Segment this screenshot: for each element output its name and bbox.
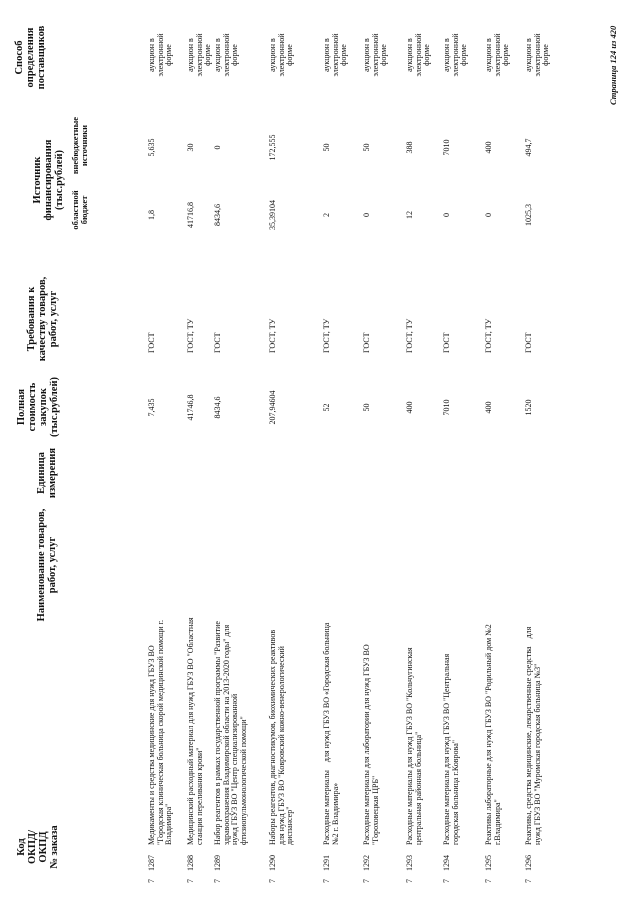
funding-regional: 35,39104 — [268, 200, 277, 230]
funding-regional: 0 — [362, 213, 371, 217]
order-number: 1288 — [186, 855, 195, 871]
full-cost: 50 — [362, 403, 371, 412]
item-name-line: городская больница г.Коврова" — [450, 739, 460, 845]
header-code — [16, 807, 60, 887]
quality-requirements: ГОСТ, ТУ — [405, 318, 414, 353]
item-name-line: Расходные материалы для нужд ГБУЗ ВО "Кольчугинская — [405, 647, 414, 845]
procurement-method-line: форме — [422, 44, 432, 66]
order-number: 1287 — [147, 855, 156, 871]
funding-regional: 1,8 — [147, 210, 156, 220]
procurement-method — [363, 20, 389, 90]
header-name-line: Наименование товаров, — [36, 508, 47, 622]
header-funding-regional-line: областной — [70, 190, 80, 230]
header-method-line: Способ — [14, 40, 25, 75]
header-requirements-line: Требования к — [26, 286, 37, 352]
full-cost: 8434,6 — [213, 396, 222, 419]
okpd-code: 7 — [213, 879, 222, 883]
header-cost — [16, 367, 60, 447]
quality-requirements: ГОСТ — [442, 332, 451, 353]
item-name-line: Реактивы лабораторные для нужд ГБУЗ ВО "Родильный дом №2 — [484, 624, 493, 845]
header-funding-line: Источник — [32, 156, 43, 204]
order-number: 1292 — [362, 855, 371, 871]
item-name — [148, 515, 174, 845]
procurement-method-line: аукцион в — [147, 38, 156, 72]
header-funding-line: финансирования — [43, 139, 54, 221]
procurement-method — [485, 20, 511, 90]
funding-regional: 2 — [322, 213, 331, 217]
funding-regional: 12 — [405, 211, 414, 219]
quality-requirements: ГОСТ — [524, 332, 533, 353]
procurement-method — [525, 20, 551, 90]
okpd-code: 7 — [268, 879, 277, 883]
funding-regional: 1025,3 — [524, 204, 533, 226]
procurement-method — [214, 20, 240, 90]
procurement-method-line: аукцион в — [524, 38, 533, 72]
procurement-method-line: аукцион в — [442, 38, 451, 72]
procurement-method-line: форме — [459, 44, 469, 66]
procurement-method-line: электронной — [276, 33, 286, 77]
procurement-method-line: электронной — [221, 33, 231, 77]
funding-extra: 7010 — [442, 139, 451, 156]
funding-regional: 0 — [484, 213, 493, 217]
procurement-method-line: электронной — [370, 33, 380, 77]
quality-requirements: ГОСТ — [147, 332, 156, 353]
full-cost: 7010 — [442, 399, 451, 416]
procurement-method-line: электронной — [532, 33, 542, 77]
header-funding-regional-line: бюджет — [79, 195, 89, 225]
procurement-method-line: аукцион в — [213, 38, 222, 72]
header-code-line: № заказа — [49, 825, 60, 869]
full-cost: 7,435 — [147, 398, 156, 417]
header-method-line: определения — [25, 27, 36, 88]
procurement-method-line: форме — [230, 44, 240, 66]
item-name-line: центральная районная больница" — [413, 731, 423, 845]
item-name-line: Набор реагентов в рамках государственной программы "Развитие — [213, 621, 222, 845]
full-cost: 400 — [484, 401, 493, 414]
item-name-line: здравоохранения Владимирской области на 2013-2020 годы" для — [221, 624, 231, 845]
funding-extra: 50 — [322, 143, 331, 152]
header-funding-line: (тыс.рублей) — [54, 149, 65, 211]
funding-extra: 172,555 — [268, 134, 277, 161]
order-number: 1296 — [524, 855, 533, 871]
funding-extra: 0 — [213, 145, 222, 150]
item-name-line: станция переливания крови" — [194, 747, 204, 845]
header-cost-line: Полная — [16, 388, 27, 426]
procurement-method-line: аукцион в — [405, 38, 414, 72]
header-funding-extra-line: источники — [79, 124, 89, 167]
procurement-method — [323, 20, 349, 90]
item-name-line: "Гороховецкая ЦРБ" — [370, 775, 380, 845]
header-funding-extra-line: внебюджетные — [70, 116, 80, 175]
funding-extra: 30 — [186, 143, 195, 152]
procurement-method-line: форме — [379, 44, 389, 66]
item-name — [323, 515, 340, 845]
header-cost-line: (тыс.рублей) — [49, 376, 60, 438]
item-name — [269, 515, 295, 845]
header-funding-extra — [71, 108, 89, 183]
header-method-line: поставщиков — [36, 25, 47, 90]
procurement-method-line: электронной — [413, 33, 423, 77]
okpd-code: 7 — [322, 879, 331, 883]
order-number: 1294 — [442, 855, 451, 871]
item-name-line: фтизиопульмонологической помощи" — [238, 716, 248, 845]
order-number: 1290 — [268, 855, 277, 871]
item-name — [363, 515, 380, 845]
quality-requirements: ГОСТ, ТУ — [268, 318, 277, 353]
header-requirements-line: работ, услуг — [48, 290, 59, 348]
item-name — [214, 515, 248, 845]
item-name-line: Расходные материалы для нужд ГБУЗ ВО "Центральная — [442, 653, 451, 845]
procurement-method-line: электронной — [330, 33, 340, 77]
procurement-method-line: форме — [501, 44, 511, 66]
header-code-line: Код — [16, 838, 27, 856]
item-name-line: "Городская клиническая больница скорой медицинской помощи г. — [155, 620, 165, 845]
procurement-method-line: форме — [541, 44, 551, 66]
item-name-line: для нужд ГБУЗ ВО "Ковровский кожно-венерологический — [276, 646, 286, 845]
funding-extra: 400 — [484, 141, 493, 154]
item-name — [485, 515, 502, 845]
header-funding-regional — [71, 180, 89, 240]
procurement-method — [443, 20, 469, 90]
item-name-line: Расходные материалы для нужд ГБУЗ ВО «Городская больница — [322, 622, 331, 845]
procurement-method-line: форме — [339, 44, 349, 66]
funding-extra: 5,635 — [147, 138, 156, 157]
procurement-method-line: аукцион в — [484, 38, 493, 72]
procurement-method-line: электронной — [492, 33, 502, 77]
item-name-line: Расходные материалы для лаборатории для нужд ГБУЗ ВО — [362, 644, 371, 845]
full-cost: 41746,8 — [186, 394, 195, 421]
item-name-line: г.Владимира" — [492, 799, 502, 845]
funding-regional: 0 — [442, 213, 451, 217]
okpd-code: 7 — [524, 879, 533, 883]
item-name — [525, 515, 542, 845]
header-requirements-line: качеству товаров, — [37, 276, 48, 362]
procurement-method-line: электронной — [155, 33, 165, 77]
funding-regional: 41716,8 — [186, 202, 195, 228]
item-name-line: Наборы реагентов, диагностикумов, биохимических реактивов — [268, 629, 277, 845]
procurement-method-line: электронной — [194, 33, 204, 77]
okpd-code: 7 — [147, 879, 156, 883]
quality-requirements: ГОСТ, ТУ — [186, 318, 195, 353]
item-name-line: нужд ГБУЗ ВО "Муромская городская больница №3" — [532, 663, 542, 845]
quality-requirements: ГОСТ — [213, 332, 222, 353]
full-cost: 52 — [322, 403, 331, 412]
procurement-method — [187, 20, 213, 90]
full-cost: 1520 — [524, 399, 533, 416]
funding-regional: 8434,6 — [213, 204, 222, 226]
okpd-code: 7 — [362, 879, 371, 883]
procurement-method-line: форме — [164, 44, 174, 66]
page-number: Страница 124 из 420 — [608, 25, 618, 105]
item-name-line: Медикаменты и средства медицинские для нужд ГБУЗ ВО — [147, 645, 156, 845]
funding-extra: 494,7 — [524, 138, 533, 157]
procurement-method-line: аукцион в — [186, 38, 195, 72]
okpd-code: 7 — [186, 879, 195, 883]
okpd-code: 7 — [405, 879, 414, 883]
header-cost-line: стоимость — [27, 382, 38, 432]
okpd-code: 7 — [442, 879, 451, 883]
procurement-method-line: аукцион в — [322, 38, 331, 72]
header-unit-line: Единица — [36, 452, 47, 494]
item-name-line: Реактивы, средства медицинские, лекарственные средства для — [524, 626, 533, 845]
header-method — [14, 10, 47, 105]
funding-extra: 50 — [362, 143, 371, 152]
quality-requirements: ГОСТ — [362, 332, 371, 353]
procurement-method-line: аукцион в — [362, 38, 371, 72]
header-cost-line: закупок — [38, 388, 49, 426]
quality-requirements: ГОСТ, ТУ — [322, 318, 331, 353]
header-code-line: ОКПД — [38, 831, 49, 863]
item-name-line: Медицинский расходный материал для нужд ГБУЗ ВО "Областная — [186, 617, 195, 845]
header-funding — [32, 110, 65, 250]
item-name-line: нужд ГБУЗ ВО "Центр специализированной — [230, 693, 240, 845]
okpd-code: 7 — [484, 879, 493, 883]
item-name — [443, 515, 460, 845]
procurement-method-line: форме — [285, 44, 295, 66]
item-name-line: диспансер" — [285, 806, 295, 845]
order-number: 1289 — [213, 855, 222, 871]
procurement-method — [406, 20, 432, 90]
item-name-line: Владимира" — [164, 803, 174, 845]
procurement-method-line: электронной — [450, 33, 460, 77]
header-name-line: работ, услуг — [47, 536, 58, 594]
order-number: 1295 — [484, 855, 493, 871]
header-unit-line: измерения — [47, 447, 58, 499]
item-name — [406, 515, 423, 845]
procurement-method — [148, 20, 174, 90]
order-number: 1291 — [322, 855, 331, 871]
quality-requirements: ГОСТ, ТУ — [484, 318, 493, 353]
order-number: 1293 — [405, 855, 414, 871]
procurement-method-line: аукцион в — [268, 38, 277, 72]
header-requirements — [26, 263, 59, 375]
procurement-method — [269, 20, 295, 90]
full-cost: 400 — [405, 401, 414, 414]
item-name — [187, 515, 204, 845]
funding-extra: 388 — [405, 141, 414, 154]
header-code-line: ОКПД/ — [27, 829, 38, 865]
item-name-line: №2 г. Владимира» — [330, 782, 340, 845]
procurement-method-line: форме — [203, 44, 213, 66]
full-cost: 207,94604 — [268, 390, 277, 425]
